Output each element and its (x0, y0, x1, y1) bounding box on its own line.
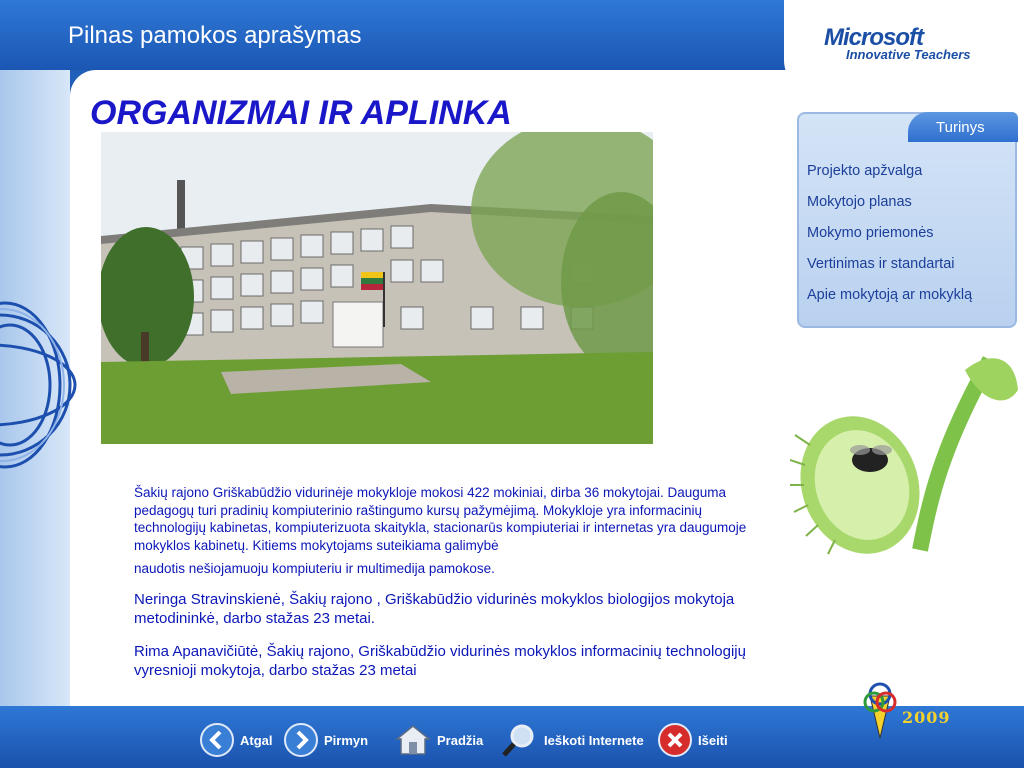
contents-tab (908, 112, 1018, 142)
menu-item-project-overview[interactable]: Projekto apžvalga (807, 163, 923, 179)
exit-button[interactable] (658, 722, 728, 758)
back-label: Atgal (240, 732, 273, 748)
page-title: Pilnas pamokos aprašymas (68, 22, 362, 49)
forward-label: Pirmyn (324, 732, 369, 748)
year-label: 2009 (902, 708, 951, 727)
school-description (134, 484, 759, 578)
author-info-2: Rima Apanavičiūtė, Šakių rajono, Griškabūdžio vidurinės mokyklos informacinių technologijų vyresnioji mokytoja, darbo stažas 23 metai (134, 643, 746, 679)
brand-name: Microsoft (824, 24, 923, 51)
magnifier-icon (500, 722, 538, 758)
forward-button[interactable] (284, 722, 368, 758)
back-button[interactable] (200, 722, 273, 758)
close-icon (658, 723, 692, 757)
description-text: Šakių rajono Griškabūdžio vidurinėje mokykloje mokosi 422 mokiniai, dirba 36 mokytojai. Dauguma pedagogų turi pradinių kompiuterinio raštingumo kursų pažymėjimą. Mokykloje yra informacinių technologijų kabinetas, kompiuterizuota skaitykla, stacionarūs kompiuteriai ir internetas yra daugumoje mokyklos kabinetų. Kitiems mokytojams suteikiama galimybė (134, 485, 747, 553)
school-photo (101, 132, 653, 444)
arrow-left-icon (200, 723, 234, 757)
lesson-heading: ORGANIZMAI IR APLINKA (90, 94, 512, 132)
contents-tab-label: Turinys (936, 119, 985, 136)
author-info-1: Neringa Stravinskienė, Šakių rajono , Griškabūdžio vidurinės mokyklos biologijos mokytoja metodininkė, darbo stažas 23 metai. (134, 591, 735, 627)
description-text-last: naudotis nešiojamuoju kompiuteriu ir multimedija pamokose. (134, 561, 495, 576)
swirl-decoration-icon (0, 290, 90, 480)
contents-menu (797, 112, 1017, 328)
flytrap-plant-icon (790, 350, 1020, 570)
search-internet-button[interactable] (500, 722, 644, 758)
home-button[interactable] (395, 722, 483, 758)
menu-item-assessment[interactable]: Vertinimas ir standartai (807, 256, 955, 272)
menu-item-teaching-materials[interactable]: Mokymo priemonės (807, 225, 934, 241)
arrow-right-icon (284, 723, 318, 757)
menu-item-about[interactable]: Apie mokytoją ar mokyklą (807, 287, 973, 303)
brand-subtitle: Innovative Teachers (846, 47, 971, 62)
menu-item-teacher-plan[interactable]: Mokytojo planas (807, 194, 912, 210)
home-label: Pradžia (437, 732, 484, 748)
home-icon (395, 723, 431, 757)
exit-label: Išeiti (698, 732, 728, 748)
search-internet-label: Ieškoti Internete (544, 732, 644, 748)
